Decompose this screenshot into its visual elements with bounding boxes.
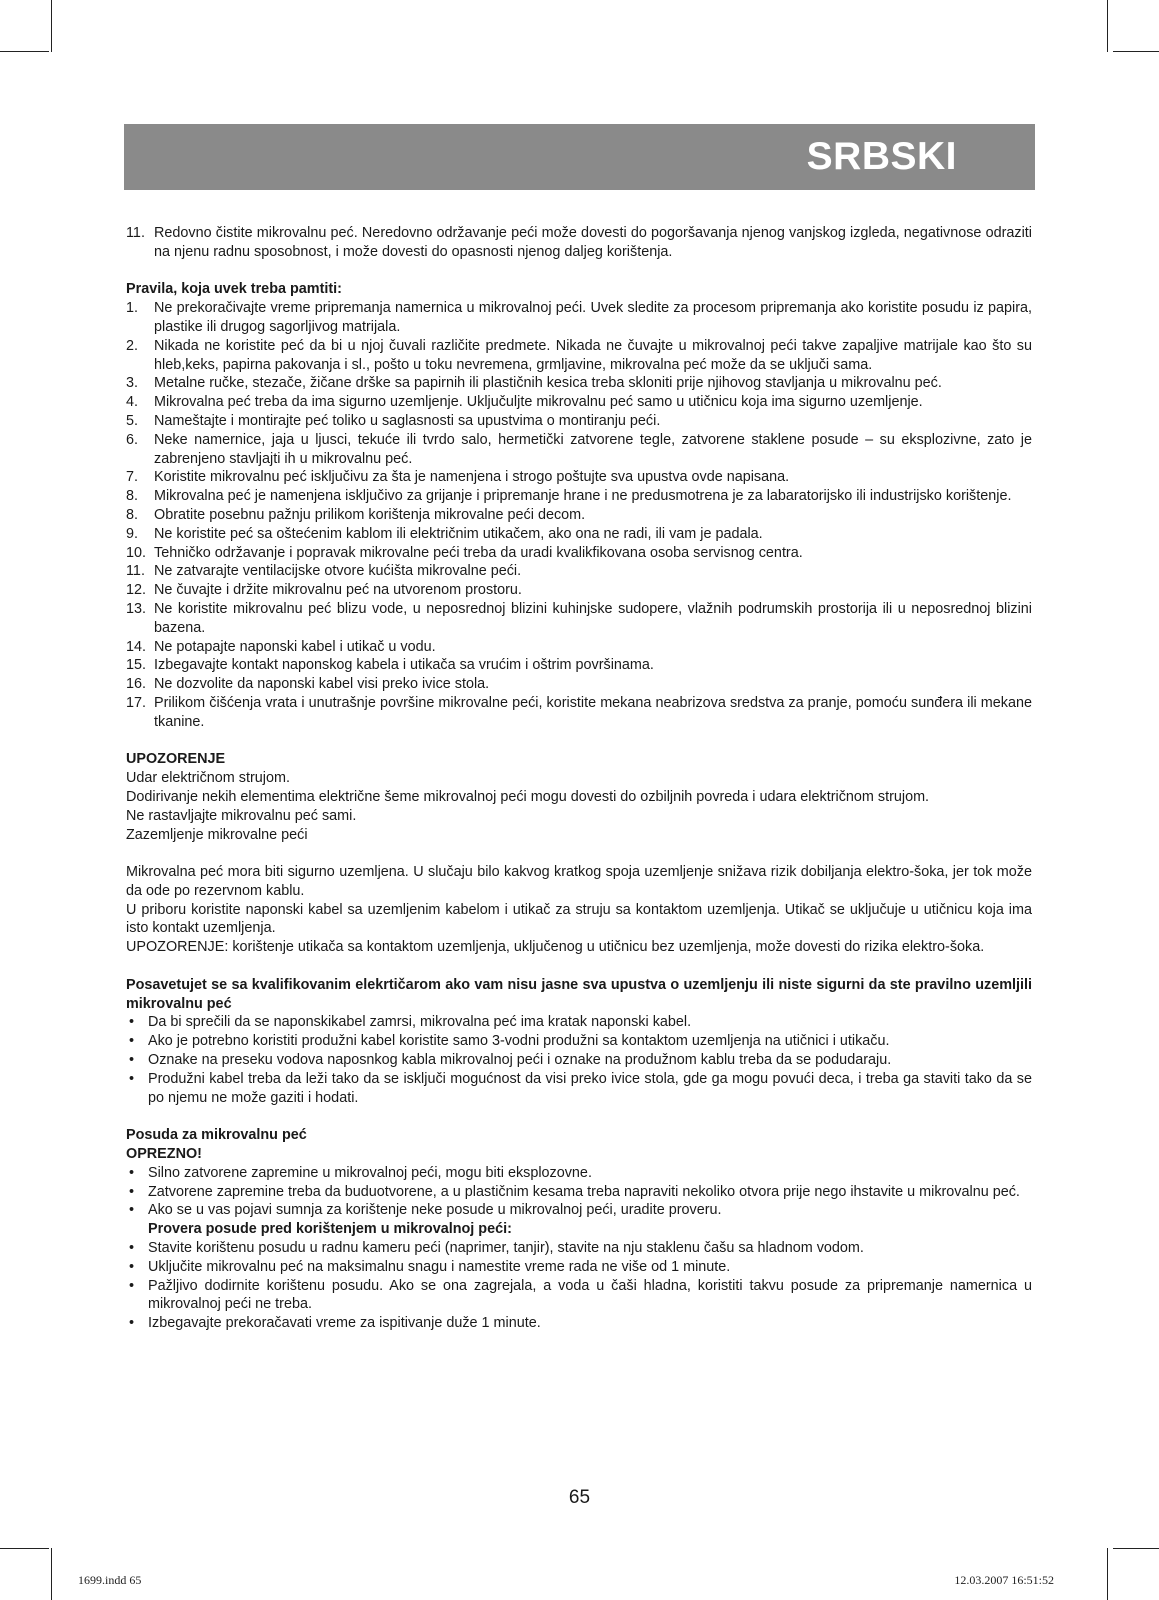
item-text: Mikrovalna peć treba da ima sigurno uzemljenje. Uključuljte mikrovalnu peć samo u utičnicu koja ima sigurno uzemljenje. bbox=[154, 394, 923, 411]
bullet-text: Da bi sprečili da se naponskikabel zamrsi, mikrovalna peć ima kratak naponski kabel. bbox=[148, 1014, 692, 1031]
bullet-text: Zatvorene zapremine treba da buduotvorene, a u plastičnim kesama treba napraviti nekoliko otvora prije nego ihstavite u mikrovalnu peć. bbox=[148, 1183, 1020, 1200]
warning-paragraph: UPOZORENJE: korištenje utikača sa kontaktom uzemljenja, uključenog u utičnicu bez uzemljenja, može dovesti do rizika elektro-šoka. bbox=[126, 939, 985, 956]
language-banner bbox=[124, 124, 1035, 190]
item-text: Nikada ne koristite peć da bi u njoj čuvali različite predmete. Nikada ne čuvajte u mikrovalnoj peći takve zapaljive matrijale kao što su hleb,keks, papirna pakovanja i sl., pošto u toku nevremena, grmljavine, mikrovalna peć može da se uključi sama. bbox=[154, 337, 1032, 373]
item-number: 7. bbox=[126, 469, 139, 486]
item-text: Ne potapajte naponski kabel i utikač u vodu. bbox=[154, 638, 436, 655]
item-number: 14. bbox=[126, 638, 147, 655]
list-item bbox=[126, 525, 1032, 544]
item-text: Tehničko održavanje i popravak mikrovalne peći treba da uradi kvalikfikovana osoba servisnog centra. bbox=[154, 544, 803, 561]
crop-mark bbox=[1113, 1548, 1159, 1549]
bullet-item bbox=[126, 1183, 1032, 1202]
check-heading: Provera posude pred korištenjem u mikrovalnoj peći: bbox=[148, 1221, 512, 1238]
list-item bbox=[126, 299, 1032, 337]
item-number: 11. bbox=[126, 225, 145, 241]
page-content bbox=[126, 224, 1032, 1333]
bullet-icon: • bbox=[129, 1277, 135, 1294]
warning-paragraph: Mikrovalna peć mora biti sigurno uzemljena. U slučaju bilo kakvog kratkog spoja uzemljenje snižava rizik dobiljanja elektro-šoka, jer tok može da ode po rezervnom kablu. bbox=[126, 864, 1032, 899]
bullet-text: Pažljivo dodirnite korištenu posudu. Ako se ona zagrejala, a voda u čaši hladna, koristiti takvu posude za pripremanje namernica u mikrovalnoj peći ne treba. bbox=[148, 1277, 1032, 1313]
list-item bbox=[126, 506, 1032, 525]
list-item bbox=[126, 675, 1032, 694]
bullet-icon: • bbox=[129, 1315, 135, 1332]
crop-mark bbox=[0, 1548, 49, 1549]
crop-mark bbox=[1107, 1548, 1108, 1600]
bullet-icon: • bbox=[129, 1240, 135, 1257]
rules-heading: Pravila, koja uvek treba pamtiti: bbox=[126, 281, 342, 298]
warning-line: Zazemljenje mikrovalne peći bbox=[126, 826, 308, 843]
list-item bbox=[126, 694, 1032, 732]
bullet-text: Produžni kabel treba da leži tako da se isključi mogućnost da visi preko ivice stola, gde ga mogu povući deca, i treba ga staviti tako da se po njemu ne može gaziti i hodati. bbox=[148, 1070, 1032, 1106]
item-number: 3. bbox=[126, 375, 139, 392]
bullet-text: Ako je potrebno koristiti produžni kabel koristite samo 3-vodni produžni sa kontaktom uzemljenja na utičnici i utikaču. bbox=[148, 1033, 890, 1050]
list-item bbox=[126, 393, 1032, 412]
list-item bbox=[126, 468, 1032, 487]
item-number: 6. bbox=[126, 431, 139, 448]
bullet-text: Uključite mikrovalnu peć na maksimalnu snagu i namestite vreme rada ne više od 1 minute. bbox=[148, 1258, 731, 1275]
item-number: 13. bbox=[126, 600, 147, 617]
item-number: 10. bbox=[126, 544, 147, 561]
bullet-item bbox=[126, 1051, 1032, 1070]
item-number: 2. bbox=[126, 337, 139, 354]
bullet-item bbox=[126, 1164, 1032, 1183]
bullet-text: Ako se u vas pojavi sumnja za korištenje neke posude u mikrovalnoj peći, uradite proveru. bbox=[148, 1202, 722, 1219]
bullet-item bbox=[126, 1239, 1032, 1258]
item-number: 5. bbox=[126, 412, 139, 429]
bullet-icon: • bbox=[129, 1070, 135, 1087]
bullet-item bbox=[126, 1314, 1032, 1333]
item-text: Neke namernice, jaja u ljusci, tekuće ili tvrdo salo, hermetički zatvorene tegle, zatvorene staklene posude – su eksplozivne, zato je zabrenjeno stavljajti ih u mikrovalnu peć. bbox=[154, 431, 1032, 467]
warning-heading: UPOZORENJE bbox=[126, 751, 226, 768]
list-item bbox=[126, 224, 1032, 262]
page-number: 65 bbox=[568, 1487, 591, 1508]
item-text: Mikrovalna peć je namenjena isključivo za grijanje i pripremanje hrane i ne predusmotrena je za labaratorijsko ili industrijsko korištenje. bbox=[154, 488, 1012, 505]
bullet-item bbox=[126, 1201, 1032, 1220]
bullet-text: Silno zatvorene zapremine u mikrovalnoj peći, mogu biti eksplozovne. bbox=[148, 1164, 592, 1181]
item-text: Ne zatvarajte ventilacijske otvore kućišta mikrovalne peći. bbox=[154, 563, 522, 580]
bullet-item bbox=[126, 1258, 1032, 1277]
crop-mark bbox=[51, 1548, 52, 1600]
list-item bbox=[126, 600, 1032, 638]
intro-list bbox=[126, 224, 1032, 262]
bullet-text: Izbegavajte prekoračavati vreme za ispitivanje duže 1 minute. bbox=[148, 1315, 541, 1332]
warning-line: Dodirivanje nekih elementima električne šeme mikrovalnoj peći mogu dovesti do ozbiljnih povreda i udara električnom strujom. bbox=[126, 788, 930, 805]
list-item bbox=[126, 337, 1032, 375]
item-number: 8. bbox=[126, 506, 139, 523]
footer-timestamp: 12.03.2007 16:51:52 bbox=[954, 1573, 1054, 1587]
advice-heading: Posavetujet se sa kvalifikovanim elekrtičarom ako vam nisu jasne sva upustva o uzemljenju ili niste sigurni da ste pravilno uzemljili mikrovalnu peć bbox=[126, 976, 1032, 1012]
vessel-heading: Posuda za mikrovalnu peć bbox=[126, 1127, 307, 1144]
item-text: Ne dozvolite da naponski kabel visi preko ivice stola. bbox=[154, 676, 490, 693]
bullet-icon: • bbox=[129, 1183, 135, 1200]
bullet-item bbox=[126, 1032, 1032, 1051]
rules-list bbox=[126, 299, 1032, 731]
list-item bbox=[126, 487, 1032, 506]
bullet-text: Oznake na preseku vodova naposnkog kabla mikrovalnoj peći i oznake na produžnom kablu treba da se podudaraju. bbox=[148, 1052, 892, 1069]
warning-line: Ne rastavljajte mikrovalnu peć sami. bbox=[126, 807, 357, 824]
item-text: Obratite posebnu pažnju prilikom korištenja mikrovalne peći decom. bbox=[154, 506, 586, 523]
crop-mark bbox=[51, 0, 52, 52]
item-text: Koristite mikrovalnu peć isključivu za šta je namenjena i strogo poštujte sva upustva ovde napisana. bbox=[154, 469, 790, 486]
advice-list bbox=[126, 1013, 1032, 1107]
caution-heading: OPREZNO! bbox=[126, 1146, 202, 1163]
item-number: 9. bbox=[126, 525, 139, 542]
list-item bbox=[126, 581, 1032, 600]
list-item bbox=[126, 412, 1032, 431]
item-text: Ne čuvajte i držite mikrovalnu peć na utvorenom prostoru. bbox=[154, 582, 522, 599]
crop-mark bbox=[1107, 0, 1108, 52]
crop-mark bbox=[1113, 51, 1159, 52]
warning-line: Udar električnom strujom. bbox=[126, 770, 290, 787]
item-text: Ne koristite mikrovalnu peć blizu vode, u neposrednoj blizini kuhinjske sudopere, vlažnih podrumskih prostorija ili u neposrednoj blizini bazena. bbox=[154, 600, 1032, 636]
bullet-text: Stavite korištenu posudu u radnu kameru peći (naprimer, tanjir), stavite na nju staklenu čašu sa hladnom vodom. bbox=[148, 1240, 864, 1257]
item-number: 11. bbox=[126, 563, 145, 580]
bullet-icon: • bbox=[129, 1014, 135, 1031]
item-number: 4. bbox=[126, 394, 139, 411]
list-item bbox=[126, 562, 1032, 581]
item-text: Metalne ručke, stezače, žičane drške sa papirnih ili plastičnih kesica treba skloniti prije njihovog stavljanja u mikrovalnu peć. bbox=[154, 375, 942, 392]
item-text: Ne koristite peć sa oštećenim kablom ili električnim utikačem, ako ona ne radi, ili vam je padala. bbox=[154, 525, 763, 542]
bullet-icon: • bbox=[129, 1033, 135, 1050]
bullet-item bbox=[126, 1070, 1032, 1108]
item-text: Ne prekoračivajte vreme pripremanja namernica u mikrovalnoj peći. Uvek sledite za procesom pripremanja ako koristite posudu iz papira, plastike ili drugog sagorljivog matrijala. bbox=[154, 300, 1032, 335]
bullet-item bbox=[126, 1013, 1032, 1032]
footer-file: 1699.indd 65 bbox=[78, 1573, 142, 1587]
item-number: 12. bbox=[126, 582, 147, 599]
list-item bbox=[126, 544, 1032, 563]
item-number: 1. bbox=[126, 300, 139, 317]
bullet-icon: • bbox=[129, 1258, 135, 1275]
warning-paragraph: U priboru koristite naponski kabel sa uzemljenim kabelom i utikač za struju sa kontaktom uzemljenja. Utikač se uključuje u utičnicu koja ima isto kontakt uzemljenja. bbox=[126, 901, 1032, 937]
list-item bbox=[126, 431, 1032, 469]
check-list bbox=[126, 1239, 1032, 1333]
bullet-icon: • bbox=[129, 1164, 135, 1181]
item-text: Izbegavajte kontakt naponskog kabela i utikača sa vrućim i oštrim površinama. bbox=[154, 657, 654, 674]
vessel-list bbox=[126, 1164, 1032, 1220]
item-text: Prilikom čišćenja vrata i unutrašnje površine mikrovalne peći, koristite mekana neabrizova sredstva za pranje, pomoću sunđera ili mekane tkanine. bbox=[154, 694, 1032, 730]
list-item bbox=[126, 638, 1032, 657]
item-number: 16. bbox=[126, 676, 147, 693]
list-item bbox=[126, 374, 1032, 393]
bullet-icon: • bbox=[129, 1052, 135, 1069]
item-number: 15. bbox=[126, 657, 147, 674]
crop-mark bbox=[0, 51, 49, 52]
banner-title: SRBSKI bbox=[806, 135, 957, 178]
bullet-item bbox=[126, 1277, 1032, 1315]
item-text: Nameštajte i montirajte peć toliko u saglasnosti sa upustvima o montiranju peći. bbox=[154, 412, 661, 429]
bullet-icon: • bbox=[129, 1202, 135, 1219]
item-text: Redovno čistite mikrovalnu peć. Neredovno održavanje peći može dovesti do pogoršavanja njenog vanjskog izgleda, negativnose odraziti na njenu radnu sposobnost, i može dovesti do opasnosti njenog daljeg korištenja. bbox=[154, 225, 1032, 260]
item-number: 17. bbox=[126, 694, 147, 711]
item-number: 8. bbox=[126, 488, 139, 505]
list-item bbox=[126, 656, 1032, 675]
